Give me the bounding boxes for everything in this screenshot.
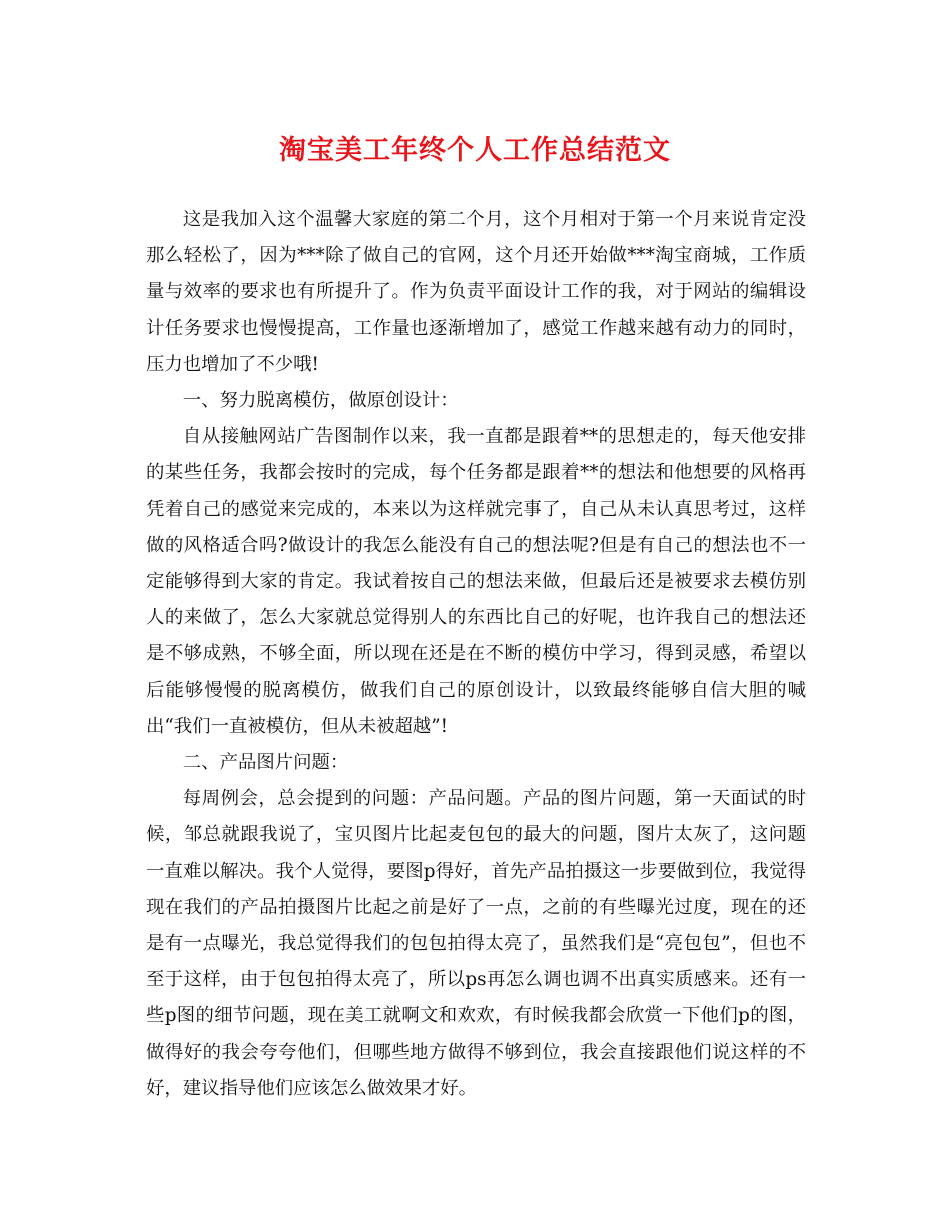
- section-heading-product-images: 二、产品图片问题：: [182, 752, 349, 774]
- paragraph-product-images: 每周例会，总会提到的问题：产品问题。产品的图片问题，第一天面试的时候，邹总就跟我说了，宝贝图片比起麦包包的最大的问题，图片太灰了，这问题一直难以解决。我个人觉得，要图p得好，首先产品拍摄这一步要做到位，我觉得现在我们的产品拍摄图片比起之前是好了一点，之前的有些曝光过度，现在的还是有一点曝光，我总觉得我们的包包拍得太亮了，虽然我们是“亮包包”，但也不至于这样，由于包包拍得太亮了，所以ps再怎么调也调不出真实质感来。还有一些p图的细节问题，现在美工就啊文和欢欢，有时候我都会欣赏一下他们p的图，做得好的我会夸夸他们，但哪些地方做得不够到位，我会直接跟他们说这样的不好，建议指导他们应该怎么做效果才好。: [146, 788, 806, 1099]
- section-heading-original-design: 一、努力脱离模仿，做原创设计：: [182, 390, 459, 412]
- document-title: 淘宝美工年终个人工作总结范文: [279, 135, 671, 166]
- paragraph-original-design: 自从接触网站广告图制作以来，我一直都是跟着**的思想走的，每天他安排的某些任务，我都会按时的完成，每个任务都是跟着**的想法和他想要的风格再凭着自己的感觉来完成的，本来以为这样就完事了，自己从未认真思考过，这样做的风格适合吗?做设计的我怎么能没有自己的想法呢?但是有自己的想法也不一定能够得到大家的肯定。我试着按自己的想法来做，但最后还是被要求去模仿别人的来做了，怎么大家就总觉得别人的东西比自己的好呢，也许我自己的想法还是不够成熟，不够全面，所以现在还是在不断的模仿中学习，得到灵感，希望以后能够慢慢的脱离模仿，做我们自己的原创设计，以致最终能够自信大胆的喊出“我们一直被模仿，但从未被超越”!: [146, 426, 806, 737]
- paragraph-intro: 这是我加入这个温馨大家庭的第二个月，这个月相对于第一个月来说肯定没那么轻松了，因为***除了做自己的官网，这个月还开始做***淘宝商城，工作质量与效率的要求也有所提升了。作为负责平面设计工作的我，对于网站的编辑设计任务要求也慢慢提高，工作量也逐渐增加了，感觉工作越来越有动力的同时，压力也增加了不少哦!: [146, 209, 806, 375]
- document-body: [146, 202, 806, 1107]
